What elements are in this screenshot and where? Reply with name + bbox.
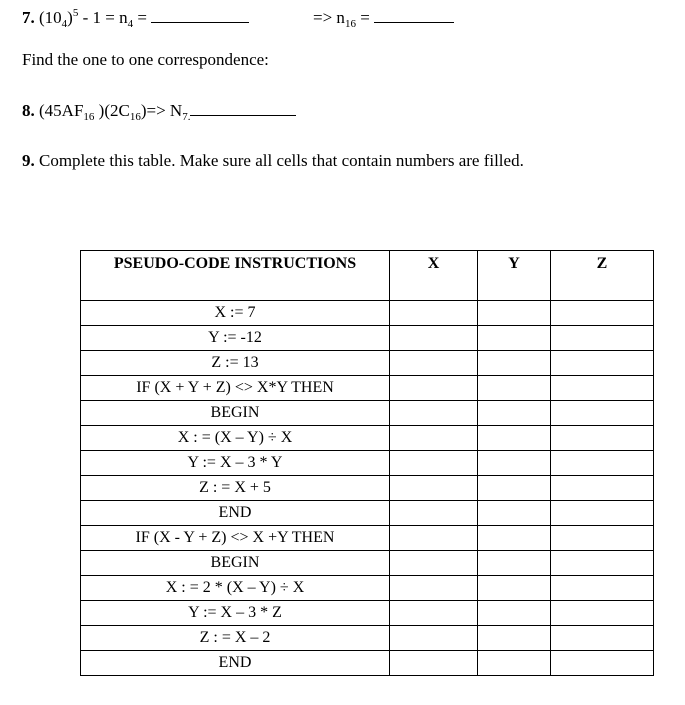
z-value-cell[interactable] [551,376,654,401]
table-row [81,626,654,651]
question-7-mid: - 1 = n [78,8,128,27]
z-value-cell[interactable] [551,626,654,651]
instruction-cell: Z := 13 [81,351,390,376]
y-value-cell[interactable] [478,626,551,651]
question-7 [22,8,249,28]
x-value-cell[interactable] [390,551,478,576]
y-value-cell[interactable] [478,376,551,401]
table-row [81,526,654,551]
x-value-cell[interactable] [390,376,478,401]
y-value-cell[interactable] [478,476,551,501]
question-8-sub2: 16 [129,111,141,123]
question-8-sub1: 16 [83,111,95,123]
table-row [81,476,654,501]
y-value-cell[interactable] [478,551,551,576]
table-row [81,376,654,401]
y-value-cell[interactable] [478,351,551,376]
z-value-cell[interactable] [551,501,654,526]
y-value-cell[interactable] [478,426,551,451]
pseudo-code-table [80,250,654,676]
question-8-part1: (45AF [34,101,84,120]
question-9-text: Complete this table. Make sure all cells that contain numbers are filled. [34,151,524,170]
table-row [81,576,654,601]
table-row [81,651,654,676]
z-value-cell[interactable] [551,426,654,451]
x-value-cell[interactable] [390,576,478,601]
question-7-base-subscript: 4 [61,18,68,30]
x-value-cell[interactable] [390,426,478,451]
instruction-cell: X : = 2 * (X – Y) ÷ X [81,576,390,601]
question-9-number: 9. [22,151,35,170]
x-value-cell[interactable] [390,301,478,326]
header-instructions: PSEUDO-CODE INSTRUCTIONS [81,251,390,301]
header-z: Z [551,251,654,301]
x-value-cell[interactable] [390,326,478,351]
instruction-cell: Z : = X + 5 [81,476,390,501]
y-value-cell[interactable] [478,451,551,476]
x-value-cell[interactable] [390,601,478,626]
instruction-cell: IF (X + Y + Z) <> X*Y THEN [81,376,390,401]
y-value-cell[interactable] [478,401,551,426]
z-value-cell[interactable] [551,526,654,551]
table-row [81,501,654,526]
x-value-cell[interactable] [390,451,478,476]
question-7-exponent: 5 [72,7,79,19]
instruction-cell: Z : = X – 2 [81,626,390,651]
z-value-cell[interactable] [551,326,654,351]
instruction-cell: X := 7 [81,301,390,326]
header-x: X [390,251,478,301]
z-value-cell[interactable] [551,401,654,426]
question-7-base: (10 [39,8,62,27]
question-7-arrow-eq: = [355,8,370,27]
question-7-arrow: => n [313,8,345,27]
z-value-cell[interactable] [551,601,654,626]
question-8-part3: )=> N [140,101,183,120]
table-row [81,451,654,476]
x-value-cell[interactable] [390,526,478,551]
x-value-cell[interactable] [390,476,478,501]
y-value-cell[interactable] [478,326,551,351]
z-value-cell[interactable] [551,651,654,676]
question-7-arrow-subscript: 16 [344,18,356,30]
x-value-cell[interactable] [390,501,478,526]
answer-blank-7b[interactable] [374,8,454,23]
table-row [81,601,654,626]
question-7-n-subscript: 4 [127,18,134,30]
table-row [81,401,654,426]
table-row [81,351,654,376]
instruction-cell: Y := X – 3 * Y [81,451,390,476]
question-7-eq: = [133,8,147,27]
y-value-cell[interactable] [478,651,551,676]
question-7-number: 7. [22,8,35,27]
answer-blank-8[interactable] [190,101,296,116]
instruction-cell: Y := X – 3 * Z [81,601,390,626]
question-8-part2: )(2C [94,101,130,120]
instruction-cell: END [81,501,390,526]
instruction-cell: X : = (X – Y) ÷ X [81,426,390,451]
answer-blank-7a[interactable] [151,8,249,23]
z-value-cell[interactable] [551,476,654,501]
question-8-number: 8. [22,101,35,120]
question-8-sub3: 7. [182,111,191,123]
question-9 [22,151,524,171]
instruction-cell: Y := -12 [81,326,390,351]
table-row [81,426,654,451]
z-value-cell[interactable] [551,576,654,601]
x-value-cell[interactable] [390,626,478,651]
instruction-cell: IF (X - Y + Z) <> X +Y THEN [81,526,390,551]
y-value-cell[interactable] [478,526,551,551]
z-value-cell[interactable] [551,301,654,326]
question-7-conversion [313,8,454,28]
x-value-cell[interactable] [390,351,478,376]
question-8 [22,101,296,121]
x-value-cell[interactable] [390,401,478,426]
question-7-base-close: ) [67,8,73,27]
table-row [81,551,654,576]
x-value-cell[interactable] [390,651,478,676]
y-value-cell[interactable] [478,501,551,526]
header-y: Y [478,251,551,301]
z-value-cell[interactable] [551,451,654,476]
instruction-cell: END [81,651,390,676]
table-row [81,301,654,326]
y-value-cell[interactable] [478,601,551,626]
instruction-cell: BEGIN [81,551,390,576]
table-header-row [81,251,654,301]
z-value-cell[interactable] [551,551,654,576]
y-value-cell[interactable] [478,301,551,326]
instruction-text: Find the one to one correspondence: [22,50,269,69]
y-value-cell[interactable] [478,576,551,601]
instruction-cell: BEGIN [81,401,390,426]
z-value-cell[interactable] [551,351,654,376]
table-row [81,326,654,351]
